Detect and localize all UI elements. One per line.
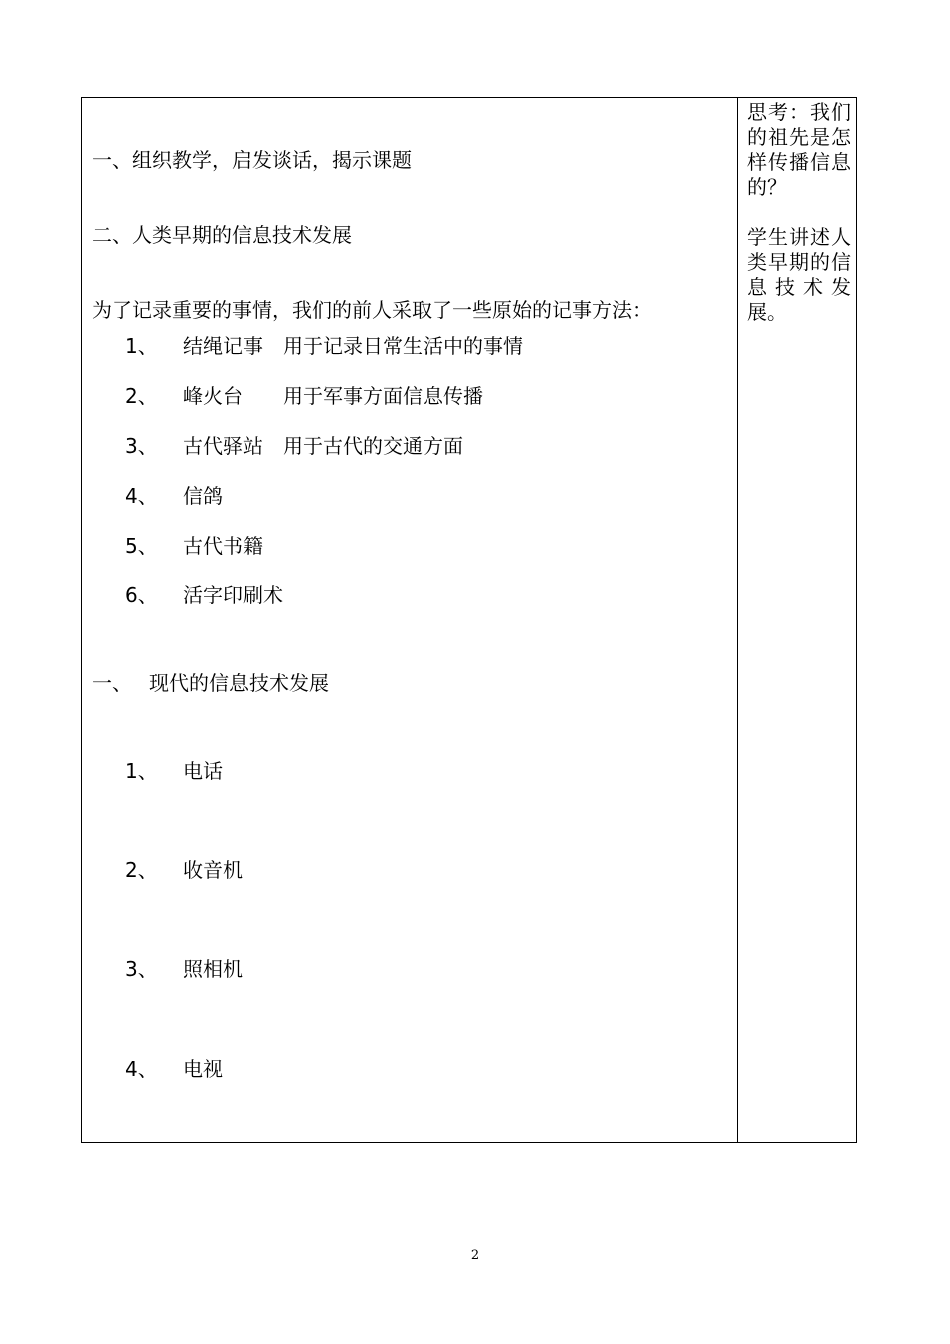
list-item-number: 5、	[125, 534, 158, 558]
lesson-table	[81, 97, 857, 1143]
main-content-cell	[82, 98, 737, 1142]
list-item-text: 古代驿站 用于古代的交通方面	[183, 434, 463, 458]
side-note-thinking: 思考：我们的祖先是怎样传播信息的？	[747, 100, 851, 199]
list-item-text: 收音机	[183, 858, 243, 882]
list-item-text: 电话	[183, 759, 223, 783]
list-item-text: 信鸽	[183, 484, 223, 508]
side-notes-cell	[738, 98, 856, 1142]
list-item-text: 古代书籍	[183, 534, 263, 558]
list-item-text: 活字印刷术	[183, 583, 283, 607]
side-note-student: 学生讲述人类早期的信息技术发展。	[747, 225, 851, 324]
list-item-text: 结绳记事 用于记录日常生活中的事情	[183, 334, 523, 358]
section-heading-2: 二、人类早期的信息技术发展	[92, 223, 352, 247]
page-number: 2	[470, 1248, 480, 1263]
list-item-number: 1、	[125, 334, 158, 358]
list-item-number: 3、	[125, 434, 158, 458]
list-item-number: 3、	[125, 957, 158, 981]
list-item-number: 2、	[125, 858, 158, 882]
list-item-text: 照相机	[183, 957, 243, 981]
list-item-text: 峰火台 用于军事方面信息传播	[183, 384, 483, 408]
list-item-number: 4、	[125, 484, 158, 508]
list-item-text: 电视	[183, 1057, 223, 1081]
section-heading-3-text: 现代的信息技术发展	[149, 671, 329, 695]
list-item-number: 6、	[125, 583, 158, 607]
list-item-number: 4、	[125, 1057, 158, 1081]
intro-paragraph: 为了记录重要的事情，我们的前人采取了一些原始的记事方法：	[92, 298, 652, 322]
section-heading-3-number: 一、	[92, 671, 132, 695]
list-item-number: 2、	[125, 384, 158, 408]
section-heading-1: 一、组织教学，启发谈话，揭示课题	[92, 148, 412, 172]
list-item-number: 1、	[125, 759, 158, 783]
